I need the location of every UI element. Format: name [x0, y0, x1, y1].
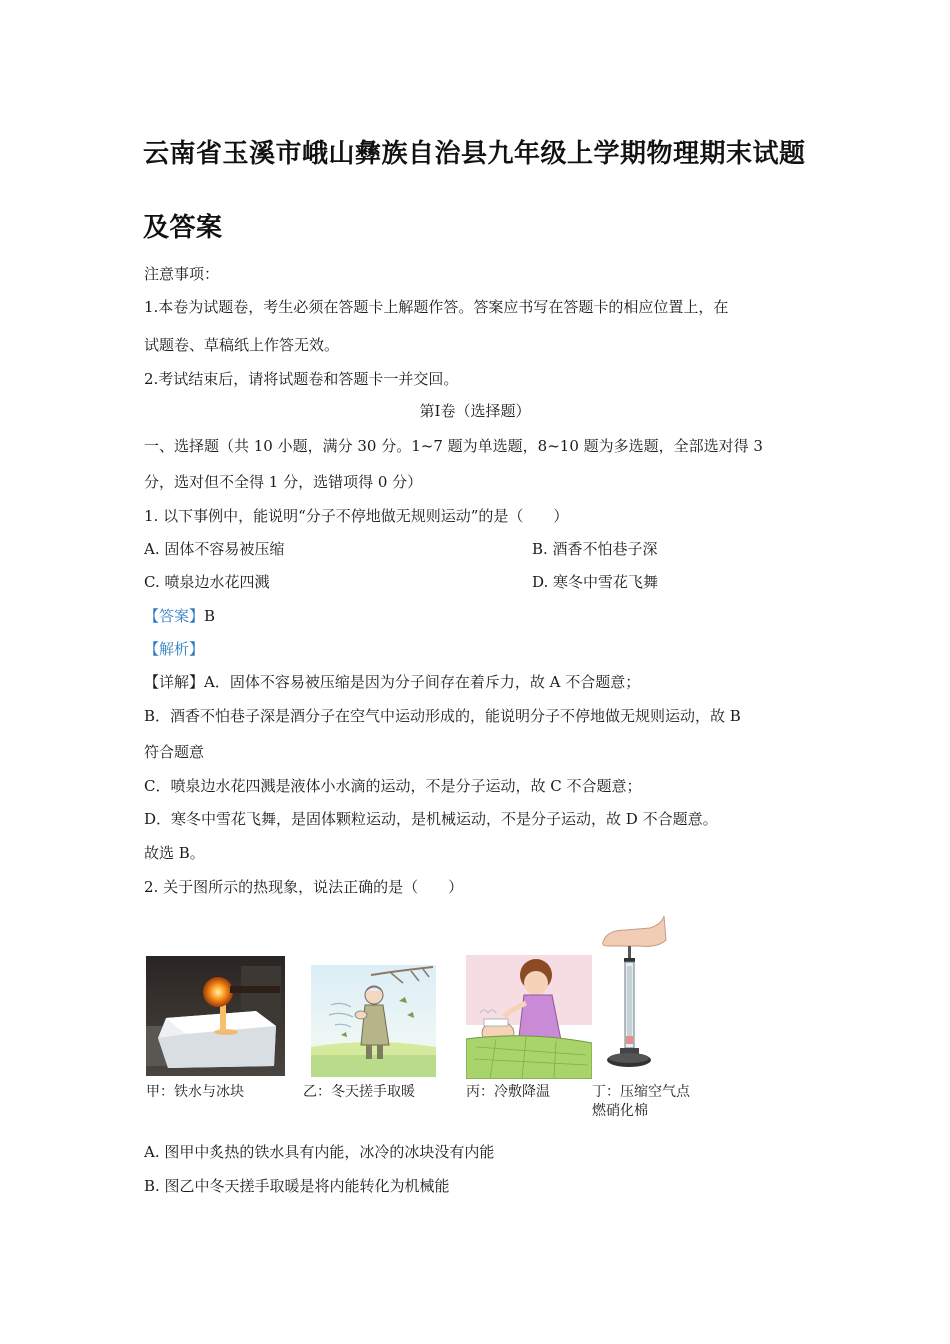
question-2-stem: 2. 关于图所示的热现象，说法正确的是（ ） — [144, 878, 464, 896]
analysis-tag: 【解析】 — [144, 640, 205, 658]
question-1-option-a: A. 固体不容易被压缩 — [144, 540, 285, 558]
detail-d: D．寒冬中雪花飞舞，是固体颗粒运动，是机械运动，不是分子运动，故 D 不合题意。 — [144, 810, 718, 828]
caption-yi: 乙：冬天搓手取暖 — [303, 1084, 415, 1100]
figure-yi-rubbing-hands-cartoon — [311, 965, 436, 1077]
question-1-option-d: D. 寒冬中雪花飞舞 — [532, 573, 659, 591]
caption-ding: 丁：压缩空气点 — [592, 1084, 690, 1100]
answer-line — [144, 606, 215, 626]
figure-ding-air-compression-cylinder — [598, 914, 670, 1080]
detail-c: C．喷泉边水花四溅是液体小水滴的运动，不是分子运动，故 C 不合题意； — [144, 777, 642, 795]
detail-tag: 【详解】 — [144, 673, 205, 691]
caption-bing: 丙：冷敷降温 — [466, 1084, 550, 1100]
question-2-option-a: A. 图甲中炙热的铁水具有内能，冰冷的冰块没有内能 — [144, 1143, 495, 1161]
question-1-option-b: B. 酒香不怕巷子深 — [532, 540, 658, 558]
question-2-option-b: B. 图乙中冬天搓手取暖是将内能转化为机械能 — [144, 1177, 450, 1195]
caption-jia: 甲：铁水与冰块 — [146, 1084, 244, 1100]
section-title: 第Ⅰ卷（选择题） — [419, 402, 531, 420]
figure-jia-molten-iron-photo — [146, 956, 285, 1076]
notice-item-1-cont: 试题卷、草稿纸上作答无效。 — [144, 336, 340, 354]
question-1-stem: 1. 以下事例中，能说明“分子不停地做无规则运动”的是（ ） — [144, 507, 569, 525]
detail-a — [144, 672, 640, 692]
conclusion: 故选 B。 — [144, 844, 205, 862]
detail-b: B．酒香不怕巷子深是酒分子在空气中运动形成的，能说明分子不停地做无规则运动，故 B — [144, 707, 741, 725]
section-intro-cont: 分，选对但不全得 1 分，选错项得 0 分） — [144, 473, 423, 491]
caption-ding-cont: 燃硝化棉 — [592, 1103, 648, 1119]
detail-b-cont: 符合题意 — [144, 743, 205, 761]
figure-bing-cold-compress-cartoon — [466, 955, 592, 1079]
notice-item-1: 1.本卷为试题卷，考生必须在答题卡上解题作答。答案应书写在答题卡的相应位置上，在 — [144, 298, 729, 316]
section-intro: 一、选择题（共 10 小题，满分 30 分。1~7 题为单选题，8~10 题为多选题，全部选对得 3 — [144, 437, 763, 455]
detail-a-text: A．固体不容易被压缩是因为分子间存在着斥力，故 A 不合题意； — [204, 673, 641, 691]
question-1-option-c: C. 喷泉边水花四溅 — [144, 573, 270, 591]
document-title-line-1: 云南省玉溪市峨山彝族自治县九年级上学期物理期末试题 — [143, 139, 806, 169]
answer-value: B — [204, 607, 216, 625]
answer-tag: 【答案】 — [144, 607, 205, 625]
document-title-line-2: 及答案 — [143, 213, 223, 243]
notice-heading: 注意事项： — [144, 265, 220, 283]
notice-item-2: 2.考试结束后，请将试题卷和答题卡一并交回。 — [144, 370, 459, 388]
